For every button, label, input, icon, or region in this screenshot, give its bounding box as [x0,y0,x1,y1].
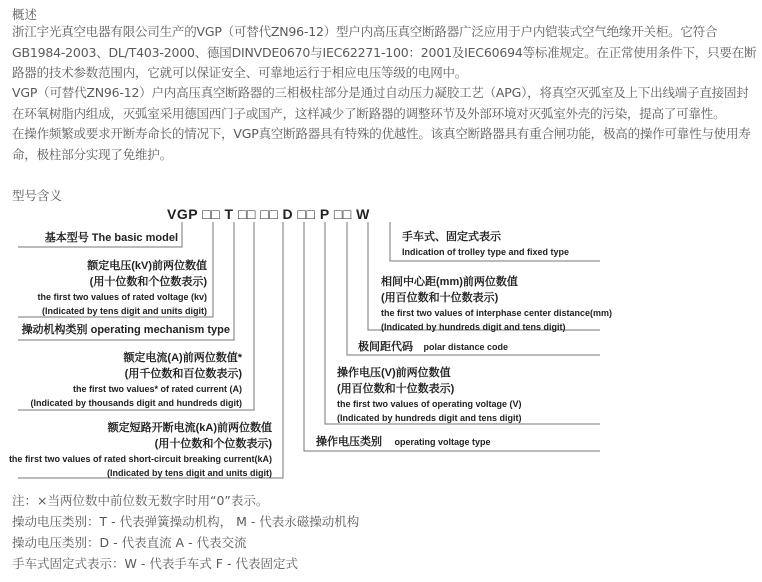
label-operating-voltage-type [316,432,490,450]
label-polar-distance-en: polar distance code [423,342,508,352]
label-interphase-distance-cn: 相间中心距(mm)前两位数值 [381,276,518,288]
label-operating-voltage-cn: 操作电压(V)前两位数值 [337,367,451,379]
label-rated-voltage-cn: 额定电压(kV)前两位数值 [87,260,207,272]
label-operating-voltage-cn2: (用百位数和十位数表示) [337,383,455,395]
label-interphase-distance-en2: (Indicated by hundreds digit and tens digit) [381,322,566,332]
label-operating-voltage-en2: (Indicated by hundreds digit and tens digit) [337,413,522,423]
label-basic-model: 基本型号 The basic model [44,232,178,244]
note-2: 操动电压类别：T - 代表弹簧操动机构， M - 代表永磁操动机构 [12,514,360,529]
label-rated-voltage-en2: (Indicated by tens digit and units digit) [42,306,207,316]
label-interphase-distance-en: the first two values of interphase center distance(mm) [381,308,613,318]
label-operating-voltage-type-en: operating voltage type [394,437,491,447]
label-operating-voltage [337,365,522,425]
label-interphase-distance-cn2: (用百位数和十位数表示) [381,292,499,304]
label-rated-current-cn: 额定电流(A)前两位数值* [123,352,242,364]
label-polar-distance-cn: 极间距代码 [358,341,413,353]
label-rated-current-en: the first two values* of rated current (A) [72,384,242,394]
label-rated-voltage-en: the first two values of rated voltage (kv) [37,292,207,302]
label-breaking-current [9,420,272,480]
note-3: 操动电压类别：D - 代表直流 A - 代表交流 [12,535,247,550]
overview-paragraph-2: VGP（可替代ZN96-12）户内高压真空断路器的三相极柱部分是通过自动压力凝胶工艺（APG），将真空灭弧室及上下出线端子直接固封在环氧树脂内组成，灭弧室采用德国西门子或国产，这样减少了断路器的调整环节及外部环境对灭弧室外壳的污染，提高了可靠性。 [12,85,749,121]
label-rated-current-cn2: (用千位数和百位数表示) [124,368,242,380]
label-polar-distance [358,337,508,355]
label-operating-voltage-type-cn: 操作电压类别 [316,436,382,448]
label-rated-voltage-cn2: (用十位数和个位数表示) [89,276,207,288]
overview-paragraph-1: 浙江宇光真空电器有限公司生产的VGP（可替代ZN96-12）型户内高压真空断路器广泛应用于户内铠装式空气绝缘开关柜。它符合GB1984-2003、DL/T403-2000、德国DINVDE0670与IEC62271-100：2001及IEC60694等标准规定。在正常使用条件下，只要在断路器的技术参数范围内，它就可以保证安全、可靠地运行于相应电压等级的电网中。 [12,24,757,80]
label-operating-voltage-en: the first two values of operating voltage (V) [337,399,522,409]
note-1: 注：×当两位数中前位数无数字时用“0”表示。 [12,493,269,508]
label-breaking-current-en: the first two values of rated short-circuit breaking current(kA) [8,454,272,464]
label-trolley-type-cn: 手车式、固定式表示 [402,231,501,243]
label-trolley-type-en: Indication of trolley type and fixed type [402,247,570,257]
label-rated-voltage [37,258,207,318]
overview-paragraph-3: 在操作频繁或要求开断寿命长的情况下，VGP真空断路器具有特殊的优越性。该真空断路器具有重合闸功能，极高的操作可靠性与使用寿命，极柱部分实现了免维护。 [12,126,751,162]
label-breaking-current-en2: (Indicated by tens digit and units digit) [107,468,272,478]
label-rated-current-en2: (Indicated by thousands digit and hundreds digit) [30,398,242,408]
label-mechanism-type: 操动机构类别 operating mechanism type [21,324,230,336]
label-trolley-type [402,229,569,259]
label-breaking-current-cn: 额定短路开断电流(kA)前两位数值 [107,422,272,434]
label-breaking-current-cn2: (用十位数和个位数表示) [154,438,272,450]
note-4: 手车式固定式表示：W - 代表手车式 F - 代表固定式 [12,556,298,571]
label-interphase-distance [381,274,612,334]
label-rated-current [31,350,243,410]
overview-heading: 概述 [12,7,38,22]
model-code: VGP □□ T □□ □□ D □□ P □□ W [167,206,370,222]
model-meaning-heading: 型号含义 [12,188,63,203]
